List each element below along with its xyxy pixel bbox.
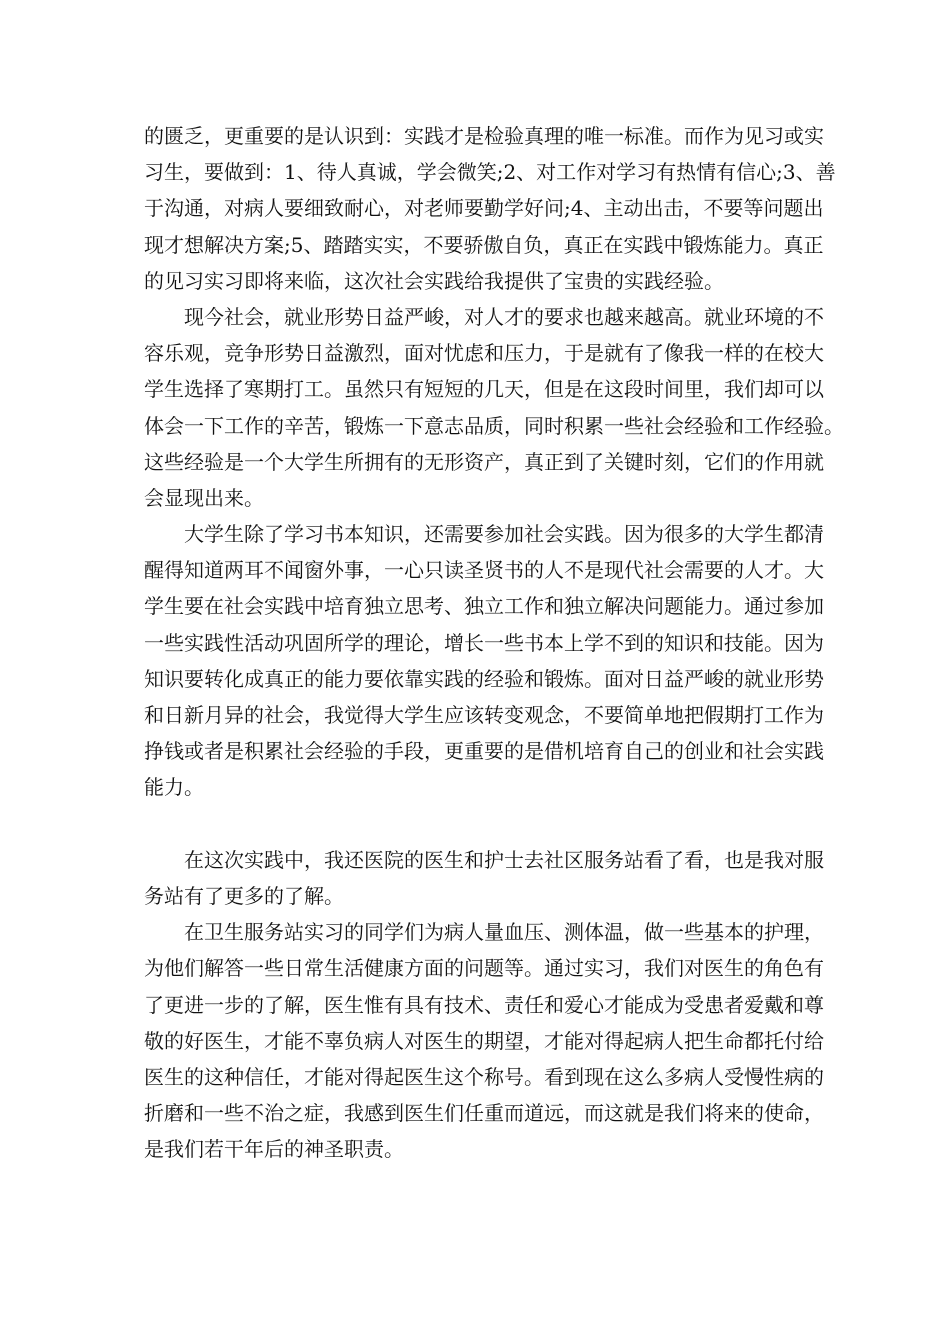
text-line: 的见习实习即将来临，这次社会实践给我提供了宝贵的实践经验。 [144,268,724,293]
paragraph-first-line: 大学生除了学习书本知识，还需要参加社会实践。因为很多的大学生都清 [184,522,824,547]
text-line: 了更进一步的了解，医生惟有具有技术、责任和爱心才能成为受患者爱戴和尊 [144,992,824,1017]
text-line: 敬的好医生，才能不辜负病人对医生的期望，才能对得起病人把生命都托付给 [144,1028,824,1053]
text-line: 知识要转化成真正的能力要依靠实践的经验和锻炼。面对日益严峻的就业形势 [144,666,824,691]
document-body [144,118,844,1167]
text-line: 学生选择了寒期打工。虽然只有短短的几天，但是在这段时间里，我们却可以 [144,377,824,402]
text-line: 折磨和一些不治之症，我感到医生们任重而道远，而这就是我们将来的使命， [144,1101,824,1126]
text-line: 为他们解答一些日常生活健康方面的问题等。通过实习，我们对医生的角色有 [144,956,824,981]
paragraph-first-line: 在卫生服务站实习的同学们为病人量血压、测体温，做一些基本的护理， [184,920,824,945]
text-line: 务站有了更多的了解。 [144,883,344,908]
text-line: 挣钱或者是积累社会经验的手段，更重要的是借机培育自己的创业和社会实践 [144,739,824,764]
text-line: 能力。 [144,775,204,800]
paragraph-first-line: 在这次实践中，我还医院的医生和护士去社区服务站看了看，也是我对服 [184,847,824,872]
text-line: 医生的这种信任，才能对得起医生这个称号。看到现在这么多病人受慢性病的 [144,1064,824,1089]
text-line: 醒得知道两耳不闻窗外事，一心只读圣贤书的人不是现代社会需要的人才。大 [144,558,824,583]
text-line: 是我们若干年后的神圣职责。 [144,1137,404,1162]
text-line: 于沟通，对病人要细致耐心，对老师要勤学好问;4、主动出击，不要等问题出 [144,196,824,221]
text-line: 习生，要做到：1、待人真诚，学会微笑;2、对工作对学习有热情有信心;3、善 [144,160,836,185]
text-line: 一些实践性活动巩固所学的理论，增长一些书本上学不到的知识和技能。因为 [144,630,824,655]
paragraph-first-line: 现今社会，就业形势日益严峻，对人才的要求也越来越高。就业环境的不 [184,304,824,329]
paragraph-gap [144,806,812,842]
text-line: 现才想解决方案;5、踏踏实实，不要骄傲自负，真正在实践中锻炼能力。真正 [144,232,824,257]
text-line: 和日新月异的社会，我觉得大学生应该转变观念，不要简单地把假期打工作为 [144,703,824,727]
text-line: 会显现出来。 [144,485,264,510]
text-line: 体会一下工作的辛苦，锻炼一下意志品质，同时积累一些社会经验和工作经验。 [144,413,844,438]
text-line: 的匮乏，更重要的是认识到：实践才是检验真理的唯一标准。而作为见习或实 [144,124,824,148]
text-line: 学生要在社会实践中培育独立思考、独立工作和独立解决问题能力。通过参加 [144,594,824,619]
text-line: 容乐观，竞争形势日益激烈，面对忧虑和压力，于是就有了像我一样的在校大 [144,341,824,366]
text-line: 这些经验是一个大学生所拥有的无形资产，真正到了关键时刻，它们的作用就 [144,449,824,474]
